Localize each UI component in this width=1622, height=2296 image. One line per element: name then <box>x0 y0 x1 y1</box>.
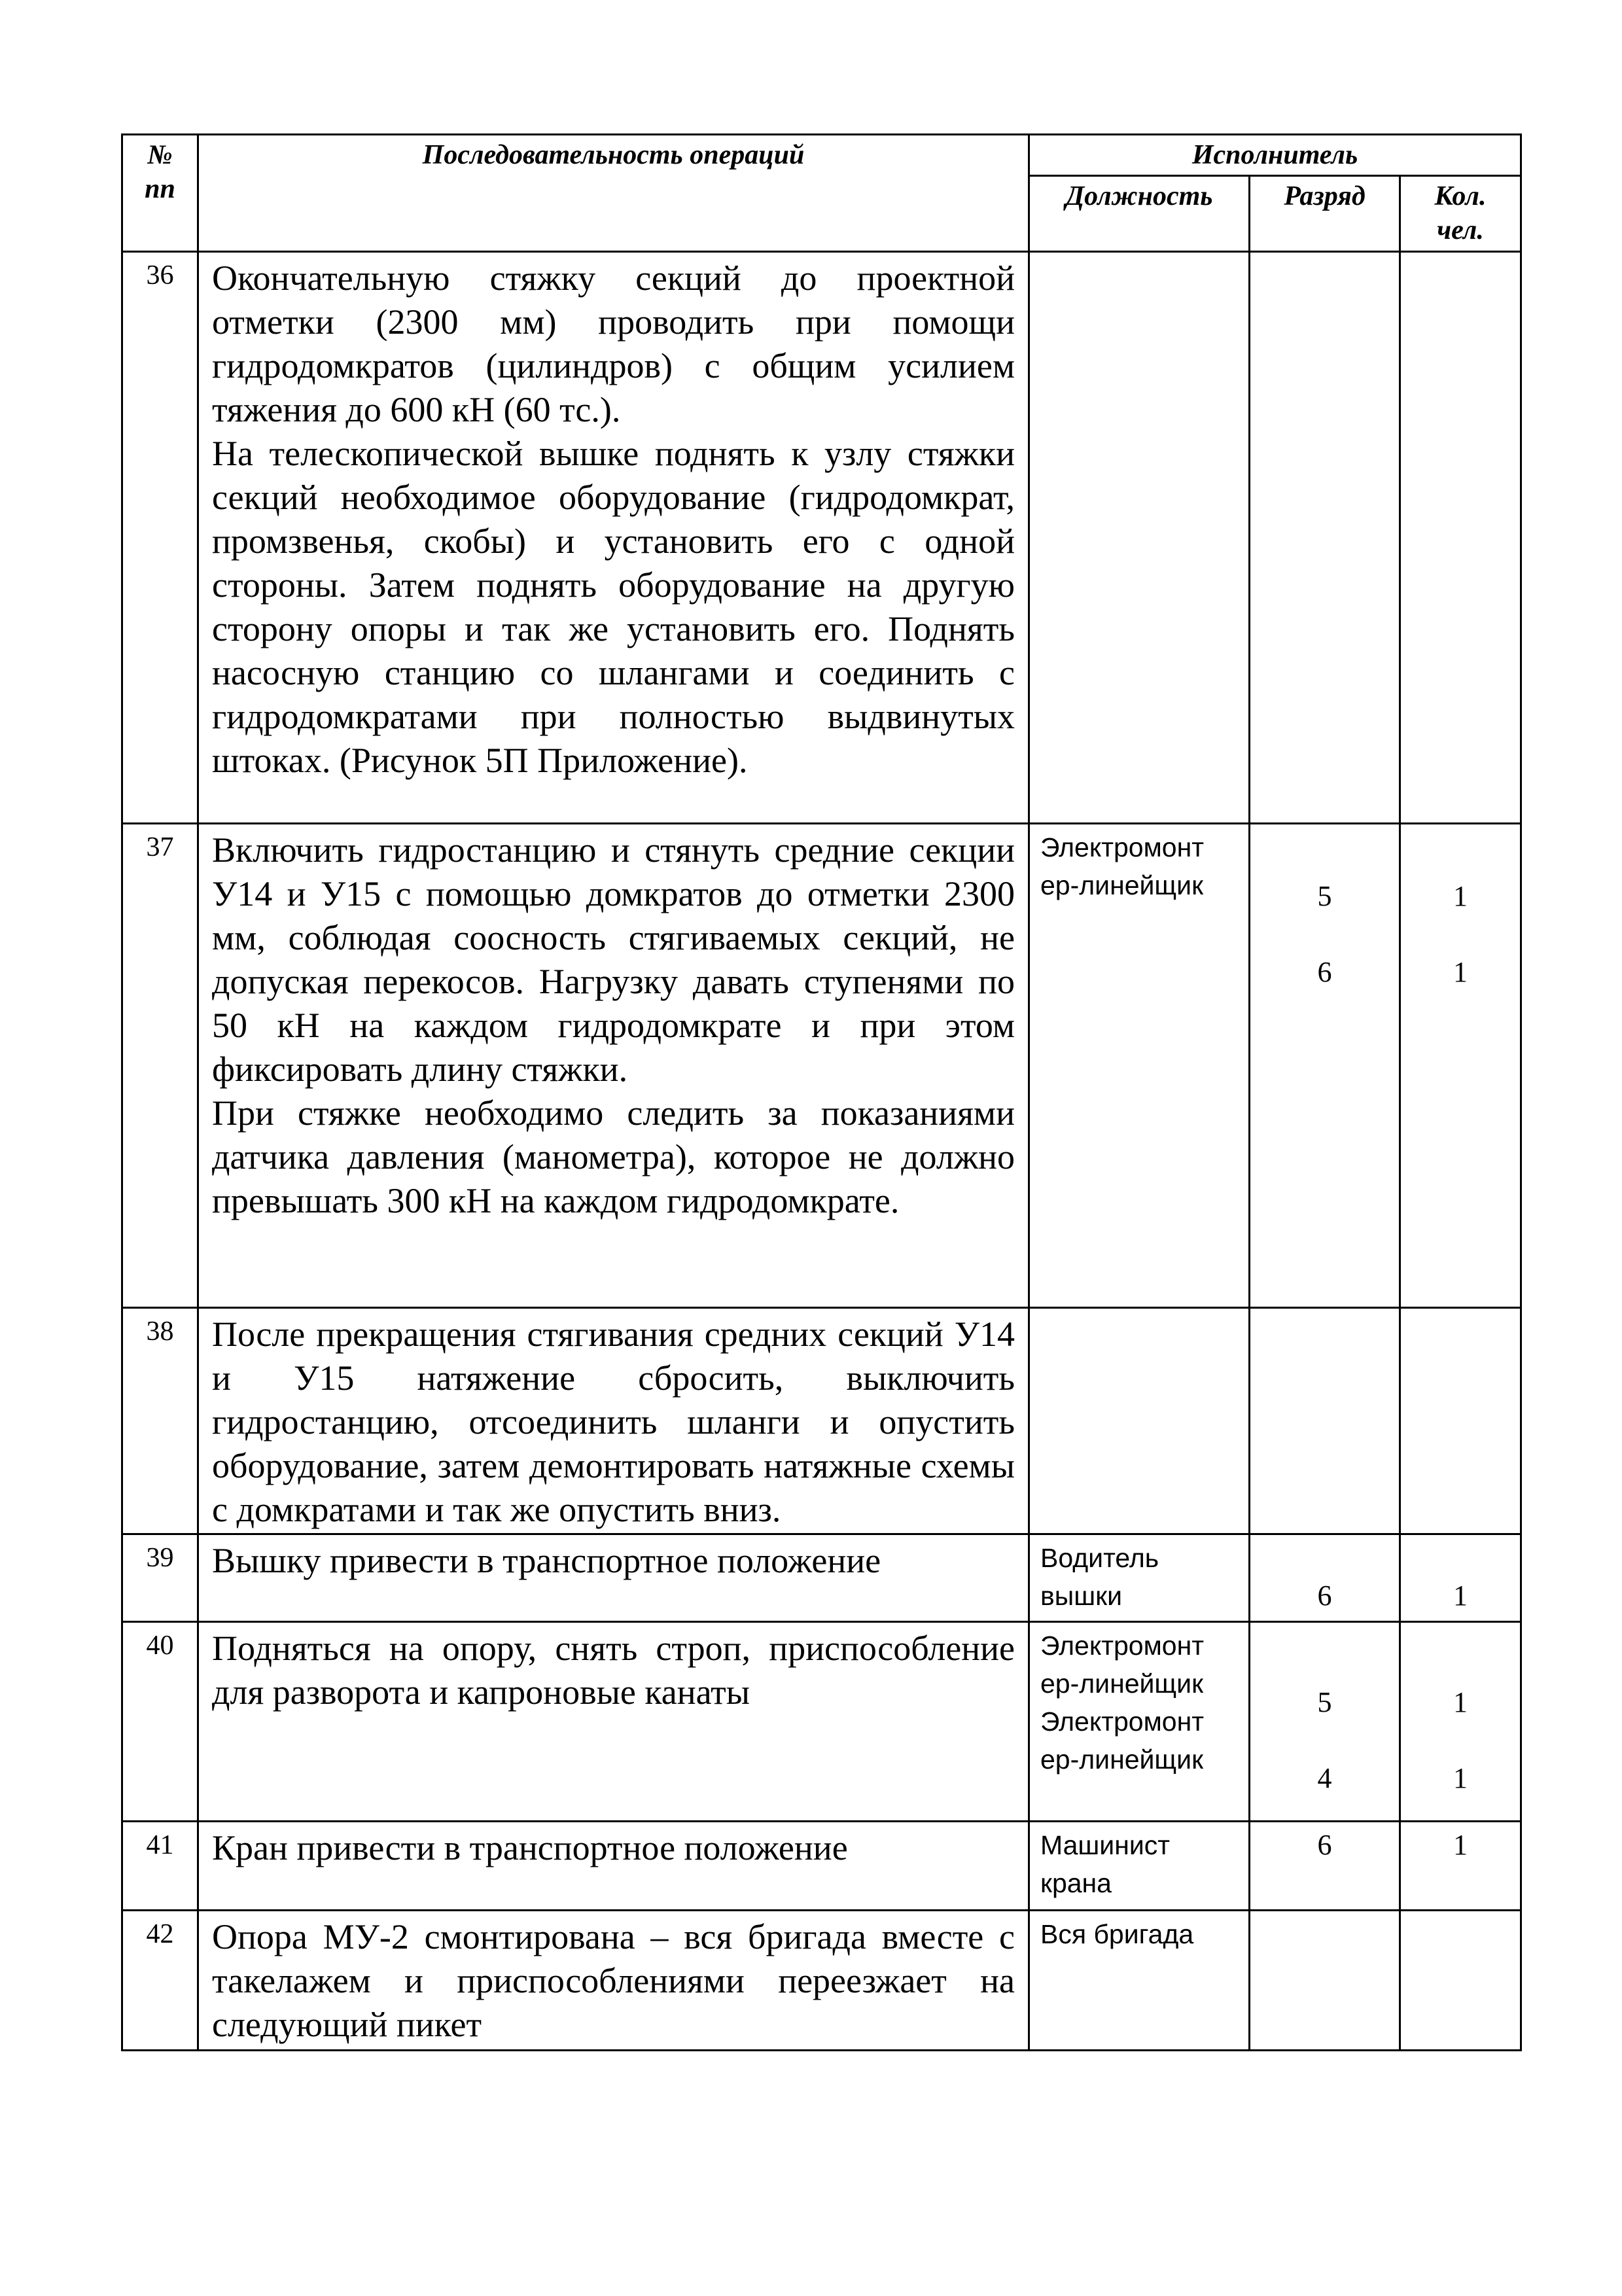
table-row <box>122 1308 1521 1534</box>
position-cell <box>1029 1308 1250 1534</box>
rank-value: 4 <box>1317 1762 1332 1794</box>
table-row <box>122 1911 1521 2051</box>
count-cell <box>1400 1308 1521 1534</box>
rank-value: 6 <box>1317 956 1332 988</box>
count-cell <box>1400 1911 1521 2051</box>
position-line: Электромонт <box>1040 832 1205 862</box>
count-cell <box>1400 1822 1521 1911</box>
position-line: крана <box>1040 1868 1112 1898</box>
row-number: 40 <box>122 1622 198 1822</box>
position-line: Машинист <box>1040 1830 1171 1860</box>
operation-paragraph: После прекращения стягивания средних секций У14 и У15 натяжение сбросить, выключить гидростанцию, отсоединить шланги и опустить оборудование, затем демонтировать натяжные схемы с домкратами и так же опустить вниз. <box>212 1315 1015 1529</box>
count-value: 1 <box>1453 1829 1468 1861</box>
operation-text <box>198 824 1029 1308</box>
table-row <box>122 252 1521 824</box>
position-line: ер-линейщик <box>1040 1669 1204 1699</box>
position-cell <box>1029 824 1250 1308</box>
header-rank: Разряд <box>1250 176 1400 252</box>
count-value: 1 <box>1453 1580 1468 1612</box>
rank-cell <box>1250 1308 1400 1534</box>
operation-paragraph: Опора МУ-2 смонтирована – вся бригада вместе с такелажем и приспособлениями переезжает на следующий пикет <box>212 1917 1015 2044</box>
header-count <box>1400 176 1521 252</box>
header-executor: Исполнитель <box>1029 135 1521 176</box>
position-cell <box>1029 1534 1250 1622</box>
row-number: 41 <box>122 1822 198 1911</box>
table-row <box>122 1622 1521 1822</box>
operation-paragraph: Окончательную стяжку секций до проектной отметки (2300 мм) проводить при помощи гидродомкратов (цилиндров) с общим усилием тяжения до 600 кН (60 тс.). <box>212 258 1015 429</box>
position-cell <box>1029 1622 1250 1822</box>
rank-value: 6 <box>1317 1829 1332 1861</box>
header-count-line2: чел. <box>1437 215 1484 245</box>
row-number: 42 <box>122 1911 198 2051</box>
rank-cell <box>1250 1822 1400 1911</box>
rank-value: 5 <box>1317 1686 1332 1718</box>
operation-paragraph: Подняться на опору, снять строп, приспособление для разворота и капроновые канаты <box>212 1629 1015 1712</box>
count-value: 1 <box>1453 1762 1468 1794</box>
position-line: Электромонт <box>1040 1631 1205 1661</box>
header-sequence: Последовательность операций <box>198 135 1029 252</box>
rank-value: 5 <box>1317 880 1332 912</box>
header-number-sign: № <box>147 140 173 170</box>
rank-value: 6 <box>1317 1580 1332 1612</box>
count-value: 1 <box>1453 956 1468 988</box>
row-number: 36 <box>122 252 198 824</box>
rank-cell <box>1250 1911 1400 2051</box>
position-line: ер-линейщик <box>1040 1744 1204 1775</box>
operation-paragraph: Вышку привести в транспортное положение <box>212 1541 881 1580</box>
rank-cell <box>1250 1534 1400 1622</box>
operation-text <box>198 1308 1029 1534</box>
rank-cell <box>1250 824 1400 1308</box>
row-number: 38 <box>122 1308 198 1534</box>
position-line: Вся бригада <box>1040 1919 1194 1949</box>
count-cell <box>1400 824 1521 1308</box>
position-line: Водитель <box>1040 1543 1159 1573</box>
header-position: Должность <box>1029 176 1250 252</box>
operation-paragraph: На телескопической вышке поднять к узлу стяжки секций необходимое оборудование (гидродомкрат, промзвенья, скобы) и установить его с одной стороны. Затем поднять оборудование на другую сторону опоры и так же установить его. Поднять насосную станцию со шлангами и соединить с гидродомкратами при полностью выдвинутых штоках. (Рисунок 5П Приложение). <box>212 434 1015 780</box>
header-count-line1: Кол. <box>1434 181 1487 211</box>
rank-cell <box>1250 252 1400 824</box>
count-cell <box>1400 252 1521 824</box>
operations-table <box>121 133 1522 2051</box>
table-header-row-1 <box>122 135 1521 176</box>
position-line: ер-линейщик <box>1040 870 1204 900</box>
operation-text <box>198 1822 1029 1911</box>
count-value: 1 <box>1453 880 1468 912</box>
table-row <box>122 1534 1521 1622</box>
position-cell <box>1029 1822 1250 1911</box>
count-value: 1 <box>1453 1686 1468 1718</box>
operation-text <box>198 252 1029 824</box>
operation-paragraph: При стяжке необходимо следить за показаниями датчика давления (манометра), которое не должно превышать 300 кН на каждом гидродомкрате. <box>212 1093 1015 1220</box>
table-row <box>122 824 1521 1308</box>
row-number: 39 <box>122 1534 198 1622</box>
position-line: вышки <box>1040 1581 1122 1611</box>
rank-cell <box>1250 1622 1400 1822</box>
operation-text <box>198 1911 1029 2051</box>
table-row <box>122 1822 1521 1911</box>
count-cell <box>1400 1622 1521 1822</box>
operation-text <box>198 1534 1029 1622</box>
position-cell <box>1029 1911 1250 2051</box>
operation-paragraph: Кран привести в транспортное положение <box>212 1828 848 1867</box>
operation-text <box>198 1622 1029 1822</box>
position-cell <box>1029 252 1250 824</box>
header-number-abbr: пп <box>145 174 175 204</box>
row-number: 37 <box>122 824 198 1308</box>
operation-paragraph: Включить гидростанцию и стянуть средние секции У14 и У15 с помощью домкратов до отметки 2300 мм, соблюдая соосность стягиваемых секций, не допуская перекосов. Нагрузку давать ступенями по 50 кН на каждом гидродомкрате и при этом фиксировать длину стяжки. <box>212 830 1015 1089</box>
position-line: Электромонт <box>1040 1706 1205 1737</box>
count-cell <box>1400 1534 1521 1622</box>
header-number <box>122 135 198 252</box>
